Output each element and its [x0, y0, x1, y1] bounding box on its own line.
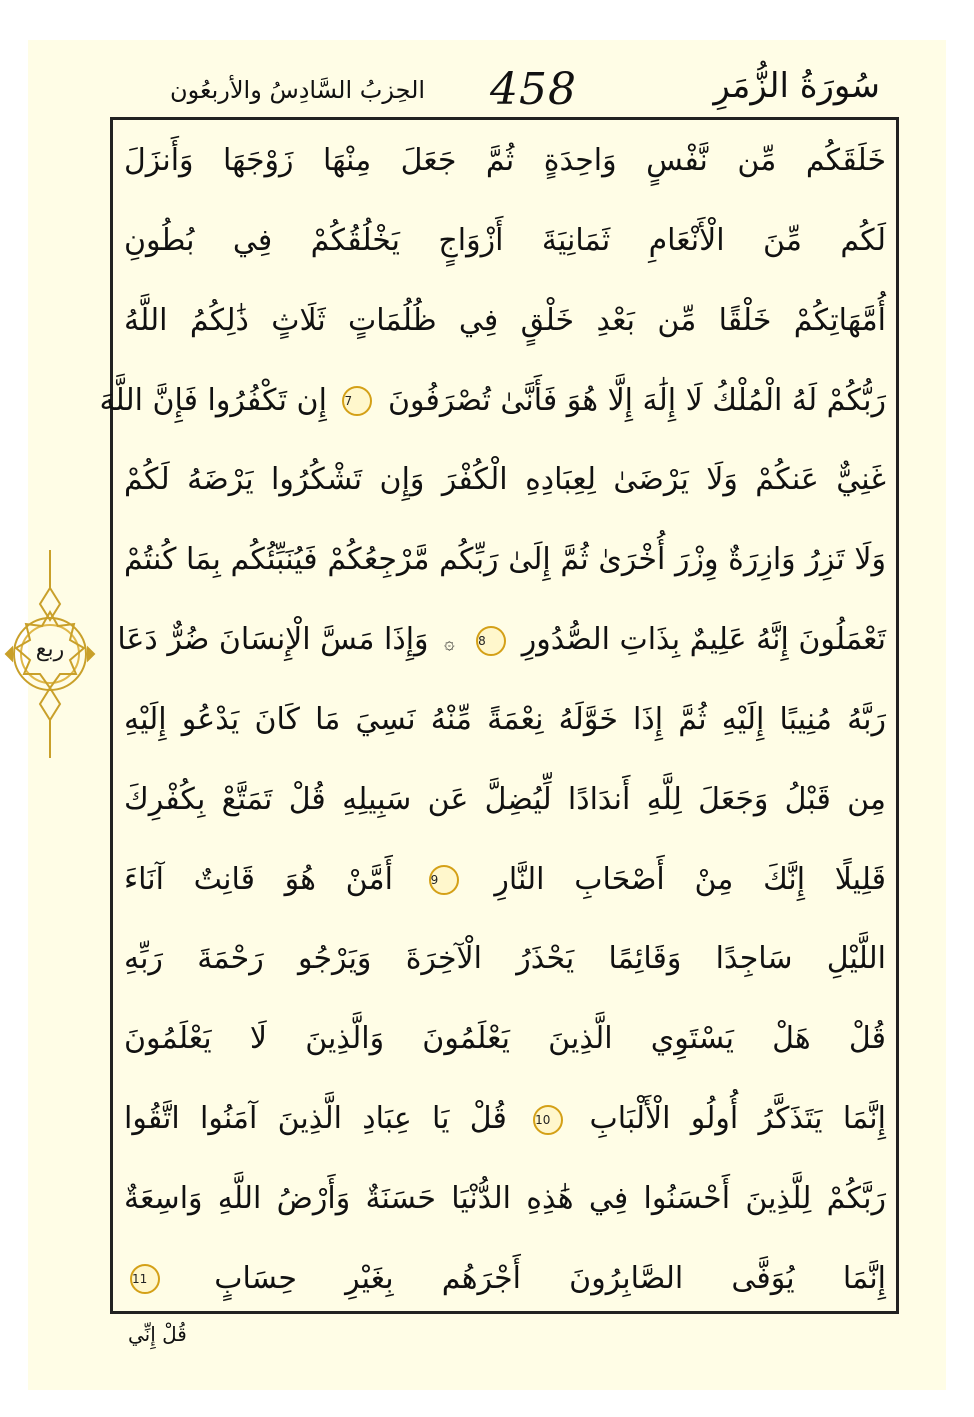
- text-line: [124, 1098, 886, 1140]
- text-line: [117, 619, 886, 661]
- text-line: [124, 1258, 886, 1300]
- verse-text: خَلَقَكُم مِّن نَّفْسٍ وَاحِدَةٍ ثُمَّ جَعَلَ مِنْهَا زَوْجَهَا وَأَنزَلَ: [124, 143, 886, 178]
- verse-text: وَإِذَا مَسَّ الْإِنسَانَ ضُرٌّ دَعَا: [117, 622, 429, 658]
- text-line: [124, 699, 886, 741]
- catchword: قُلْ إِنِّي: [128, 1322, 187, 1346]
- verse-text: إِن تَكْفُرُوا فَإِنَّ اللَّهَ: [99, 382, 327, 418]
- hizb-label: الحِزبُ السَّادِسُ والأربعُون: [170, 76, 426, 104]
- rub-el-hizb-icon: ۞: [444, 633, 455, 655]
- text-line: [124, 300, 886, 342]
- quran-text-body: [99, 140, 886, 1300]
- ayah-number-marker: 10: [533, 1105, 563, 1135]
- text-line: [124, 938, 886, 980]
- ayah-number-marker: 11: [130, 1264, 160, 1294]
- text-line: [124, 1178, 886, 1220]
- verse-text: أَمَّنْ هُوَ قَانِتٌ آنَاءَ: [124, 861, 393, 897]
- surah-name: سُورَةُ الزُّمَرِ: [713, 66, 880, 106]
- text-line: [124, 539, 886, 581]
- text-line: [124, 220, 886, 262]
- text-line: [124, 859, 886, 901]
- verse-text: رَبَّكُمْ لِلَّذِينَ أَحْسَنُوا فِي هَٰذِهِ الدُّنْيَا حَسَنَةٌ وَأَرْضُ اللَّهِ وَاسِعَةٌ: [124, 1180, 886, 1216]
- verse-text: قَلِيلًا إِنَّكَ مِنْ أَصْحَابِ النَّارِ: [494, 861, 886, 897]
- text-line: [124, 779, 886, 821]
- verse-text: رَبُّكُمْ لَهُ الْمُلْكُ لَا إِلَٰهَ إِلَّا هُوَ فَأَنَّىٰ تُصْرَفُونَ: [388, 382, 886, 418]
- verse-text: غَنِيٌّ عَنكُمْ وَلَا يَرْضَىٰ لِعِبَادِهِ الْكُفْرَ وَإِن تَشْكُرُوا يَرْضَهُ لَكُمْ: [124, 462, 886, 498]
- verse-text: قُلْ يَا عِبَادِ الَّذِينَ آمَنُوا اتَّقُوا: [124, 1101, 507, 1137]
- verse-text: مِن قَبْلُ وَجَعَلَ لِلَّهِ أَندَادًا لِّيُضِلَّ عَن سَبِيلِهِ قُلْ تَمَتَّعْ بِكُفْرِكَ: [124, 781, 886, 817]
- page-header: [110, 58, 900, 116]
- page-number: 458: [490, 64, 577, 115]
- verse-text: إِنَّمَا يُوَفَّى الصَّابِرُونَ أَجْرَهُم بِغَيْرِ حِسَابٍ: [214, 1260, 886, 1296]
- text-line: [124, 459, 886, 501]
- verse-text: رَبَّهُ مُنِيبًا إِلَيْهِ ثُمَّ إِذَا خَوَّلَهُ نِعْمَةً مِّنْهُ نَسِيَ مَا كَانَ يَدْعُو إِلَيْهِ: [124, 701, 886, 737]
- verse-text: اللَّيْلِ سَاجِدًا وَقَائِمًا يَحْذَرُ الْآخِرَةَ وَيَرْجُو رَحْمَةَ رَبِّهِ: [124, 941, 886, 977]
- verse-text: أُمَّهَاتِكُمْ خَلْقًا مِّن بَعْدِ خَلْقٍ فِي ظُلُمَاتٍ ثَلَاثٍ ذَٰلِكُمُ اللَّهُ: [124, 302, 886, 338]
- text-line: [124, 140, 886, 182]
- rub-marker: [2, 548, 98, 760]
- verse-text: لَكُم مِّنَ الْأَنْعَامِ ثَمَانِيَةَ أَزْوَاجٍ يَخْلُقُكُمْ فِي بُطُونِ: [124, 222, 886, 258]
- text-line: [99, 380, 886, 422]
- rub-label: ربع: [35, 637, 65, 662]
- ayah-number-marker: 8: [476, 626, 506, 656]
- ayah-number-marker: 7: [342, 386, 372, 416]
- ayah-number-marker: 9: [429, 865, 459, 895]
- verse-text: إِنَّمَا يَتَذَكَّرُ أُولُو الْأَلْبَابِ: [589, 1101, 886, 1137]
- verse-text: وَلَا تَزِرُ وَازِرَةٌ وِزْرَ أُخْرَىٰ ثُمَّ إِلَىٰ رَبِّكُم مَّرْجِعُكُمْ فَيُنَبِّئُكُم بِمَا كُنتُمْ: [124, 542, 886, 578]
- verse-text: تَعْمَلُونَ إِنَّهُ عَلِيمٌ بِذَاتِ الصُّدُورِ: [521, 622, 886, 658]
- verse-text: قُلْ هَلْ يَسْتَوِي الَّذِينَ يَعْلَمُونَ وَالَّذِينَ لَا يَعْلَمُونَ: [124, 1021, 886, 1057]
- text-line: [124, 1018, 886, 1060]
